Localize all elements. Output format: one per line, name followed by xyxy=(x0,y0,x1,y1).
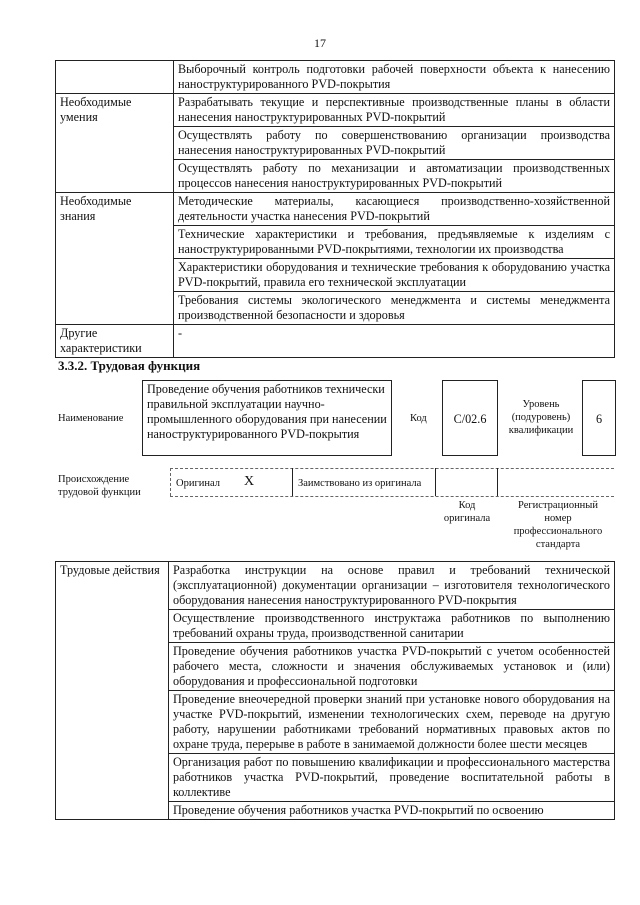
borrowed-label: Заимствовано из оригинала xyxy=(298,478,422,489)
table-cell: Выборочный контроль подготовки рабочей поверхности объекта к нанесению наноструктурированного PVD-покрытия xyxy=(174,61,615,94)
labor-actions-table xyxy=(55,561,615,820)
table-cell: Проведение внеочередной проверки знаний при установке нового оборудования на участке PVD-покрытий, изменении технологических схем, переводе на другую работу, нарушении работниками требований нормативных правовых актов по охране труда, перерыве в работе в занимаемой должности более шести месяцев xyxy=(169,691,615,754)
table-cell: Проведение обучения работников участка PVD-покрытий с учетом особенностей рабочего места, сложности и значения обслуживаемых установок и (или) оборудования и профессиональной подготовки xyxy=(169,643,615,691)
origin-divider xyxy=(292,468,293,496)
table-cell: Технические характеристики и требования, предъявляемые к изделиям с наноструктурированными PVD-покрытиями, технологии их производства xyxy=(174,226,615,259)
code-label: Код xyxy=(410,413,427,424)
code-caption: Код оригинала xyxy=(443,500,491,524)
row-label-other: Другие характеристики xyxy=(56,325,174,358)
table-cell: - xyxy=(174,325,615,358)
table-cell: Характеристики оборудования и технические требования к оборудованию участка PVD-покрытий, правила его технической эксплуатации xyxy=(174,259,615,292)
table-cell: Разрабатывать текущие и перспективные производственные планы в области нанесения наноструктурированных PVD-покрытий xyxy=(174,94,615,127)
table-row xyxy=(56,61,615,94)
name-box xyxy=(142,380,392,456)
name-label: Наименование xyxy=(58,413,124,424)
origin-divider xyxy=(435,468,436,496)
code-box xyxy=(442,380,498,456)
table-cell: Проведение обучения работников участка PVD-покрытий по освоению xyxy=(169,802,615,820)
table-cell: Осуществлять работу по механизации и автоматизации производственных процессов нанесения наноструктурированных PVD-покрытий xyxy=(174,160,615,193)
table-cell: Осуществлять работу по совершенствованию организации производства нанесения наноструктурированных PVD-покрытий xyxy=(174,127,615,160)
table-cell: Организация работ по повышению квалификации и профессионального мастерства работников участка PVD-покрытий, проведение воспитательной работы в коллективе xyxy=(169,754,615,802)
table-cell: Осуществление производственного инструктажа работников по выполнению требований охраны труда, производственной санитарии xyxy=(169,610,615,643)
level-label: Уровень (подуровень) квалификации xyxy=(508,399,574,436)
level-value: 6 xyxy=(595,412,603,426)
origin-divider xyxy=(170,468,171,496)
code-value: C/02.6 xyxy=(453,412,487,426)
function-name: Проведение обучения работников технически правильной эксплуатации научно-промышленного оборудования при нанесении наноструктурированного PVD-покрытия xyxy=(147,382,387,441)
original-mark: X xyxy=(244,474,255,489)
row-label-knowledge: Необходимые знания xyxy=(56,193,174,325)
table-cell: Методические материалы, касающиеся производственно-хозяйственной деятельности участка нанесения PVD-покрытий xyxy=(174,193,615,226)
table-cell: Требования системы экологического менеджмента и системы менеджмента производственной безопасности и здоровья xyxy=(174,292,615,325)
origin-bottom-line xyxy=(170,496,614,497)
table-row xyxy=(56,94,615,127)
reg-caption: Регистрационный номер профессионального стандарта xyxy=(513,500,603,550)
level-box xyxy=(582,380,616,456)
origin-top-line xyxy=(170,468,614,469)
table-cell: Разработка инструкции на основе правил и требований технической (эксплуатационной) документации организации – изготовителя технологического оборудования нанесения наноструктурированного PVD-покрытия xyxy=(169,562,615,610)
origin-label: Происхождение трудовой функции xyxy=(58,474,141,498)
origin-divider xyxy=(497,468,498,496)
table-row xyxy=(56,325,615,358)
skills-knowledge-table xyxy=(55,60,615,358)
section-title: 3.3.2. Трудовая функция xyxy=(58,358,201,373)
row-label-actions: Трудовые действия xyxy=(56,562,169,820)
row-label-skills: Необходимые умения xyxy=(56,94,174,193)
table-row xyxy=(56,193,615,226)
original-label: Оригинал xyxy=(176,478,220,489)
row-label xyxy=(56,61,174,94)
table-row xyxy=(56,562,615,610)
page-number: 17 xyxy=(314,36,326,50)
